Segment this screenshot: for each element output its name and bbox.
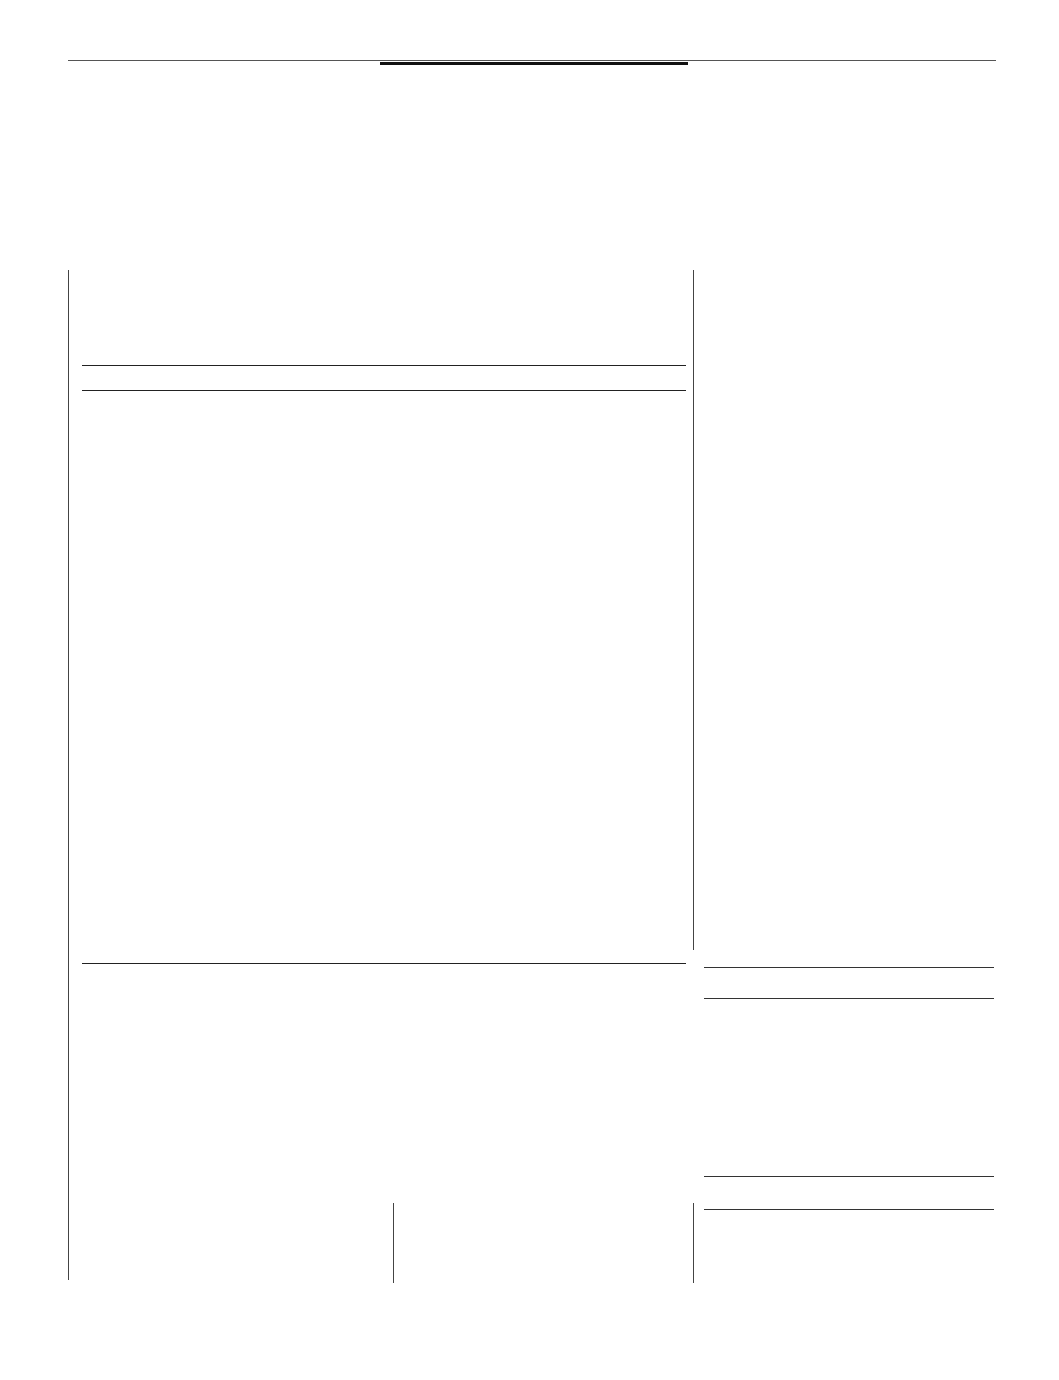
table-header-rule	[82, 390, 686, 391]
table-bottom-rule	[82, 963, 686, 964]
bottom-column-rule-right	[693, 1203, 694, 1283]
stocks-rule-bottom	[704, 998, 994, 999]
table-top-rule	[82, 365, 686, 366]
stocks-rule-top	[704, 967, 994, 968]
prices-rule-top	[704, 1176, 994, 1177]
prices-rule-bottom	[704, 1209, 994, 1210]
top-rule	[68, 60, 996, 61]
bottom-column-rule	[393, 1203, 394, 1283]
left-column-rule	[68, 270, 69, 1280]
top-rule-accent	[380, 62, 688, 65]
middle-column-rule	[693, 270, 694, 950]
